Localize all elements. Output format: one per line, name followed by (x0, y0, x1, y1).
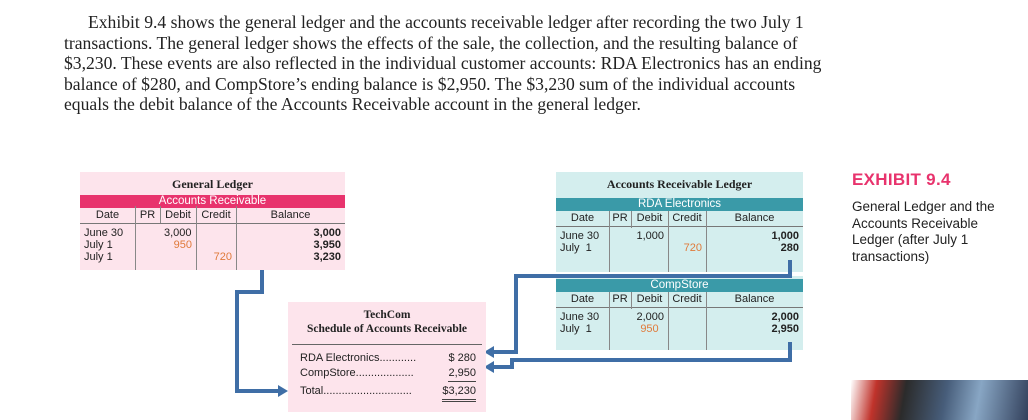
row-date: July 1 (84, 239, 113, 251)
header-pr: PR (139, 209, 156, 221)
intro-paragraph: Exhibit 9.4 shows the general ledger and the accounts receivable ledger after recording the two July 1 transactions. The general ledger shows the effects of the sale, the collection, and the resulting balance of $3,230. These events are also reflected in the individual customer accounts: RDA Electronics has an ending balance of $280, and CompStore’s ending balance is $2,950. The $3,230 sum of the individual accounts equals the debit balance of the Accounts Receivable account in the general ledger. (64, 12, 822, 114)
header-pr: PR (612, 212, 628, 224)
exhibit-title: EXHIBIT 9.4 (852, 170, 951, 189)
decorative-photo (851, 380, 1028, 420)
row-date: June 30 (84, 227, 124, 239)
compstore-to-schedule-connector (490, 342, 790, 367)
schedule-line (288, 351, 486, 366)
row-date: July 1 (84, 251, 113, 263)
row-balance: 2,950 (771, 323, 799, 335)
gl-to-total-connector (237, 270, 280, 391)
exhibit-caption: General Ledger and the Accounts Receivable Ledger (after July 1 transactions) (852, 199, 995, 264)
schedule-line-label: RDA Electronics............ (300, 352, 417, 364)
ar-ledger-title: Accounts Receivable Ledger (606, 177, 753, 191)
schedule-of-accounts-receivable (288, 302, 486, 412)
header-date: Date (570, 212, 595, 224)
row-date: July 1 (560, 323, 592, 335)
header-debit: Debit (165, 209, 191, 221)
header-debit: Debit (636, 212, 663, 224)
row-debit: 2,000 (636, 311, 664, 323)
row-credit: 720 (213, 251, 232, 263)
ar-account-name-compstore: CompStore (556, 279, 803, 292)
row-balance: 2,000 (771, 311, 799, 323)
schedule-company: TechCom (363, 309, 411, 321)
schedule-total-label: Total............................. (300, 385, 412, 397)
row-balance: 3,950 (313, 239, 341, 251)
row-credit: 720 (683, 242, 702, 254)
schedule-line (288, 366, 486, 382)
header-balance: Balance (270, 209, 311, 221)
header-credit: Credit (672, 293, 702, 305)
header-balance: Balance (734, 293, 775, 305)
header-date: Date (570, 293, 595, 305)
row-date: June 30 (560, 311, 600, 323)
schedule-line-amount: 2,950 (448, 366, 476, 382)
general-ledger-title: General Ledger (172, 177, 253, 191)
header-debit: Debit (636, 293, 663, 305)
row-balance: 280 (780, 242, 799, 254)
header-credit: Credit (201, 209, 231, 221)
schedule-total-amount: $3,230 (442, 384, 476, 402)
header-credit: Credit (672, 212, 702, 224)
row-balance: 3,230 (313, 251, 341, 263)
row-debit: 1,000 (636, 230, 664, 242)
schedule-line-amount: $ 280 (448, 352, 476, 364)
row-balance: 1,000 (771, 230, 799, 242)
row-date: July 1 (560, 242, 592, 254)
arrowhead-total (278, 385, 288, 397)
rda-to-schedule-connector (490, 260, 790, 352)
row-debit: 3,000 (164, 227, 192, 239)
row-debit: 950 (173, 239, 192, 251)
schedule-title: Schedule of Accounts Receivable (306, 323, 468, 335)
ar-account-name-rda: RDA Electronics (556, 198, 803, 211)
header-date: Date (95, 209, 120, 221)
row-debit: 950 (640, 323, 659, 335)
header-pr: PR (612, 293, 628, 305)
row-balance: 3,000 (313, 227, 341, 239)
general-ledger-account-name: Accounts Receivable (80, 195, 345, 208)
schedule-line-label: CompStore................... (300, 367, 414, 379)
header-balance: Balance (734, 212, 775, 224)
schedule-total-line (288, 382, 486, 402)
row-date: June 30 (560, 230, 600, 242)
